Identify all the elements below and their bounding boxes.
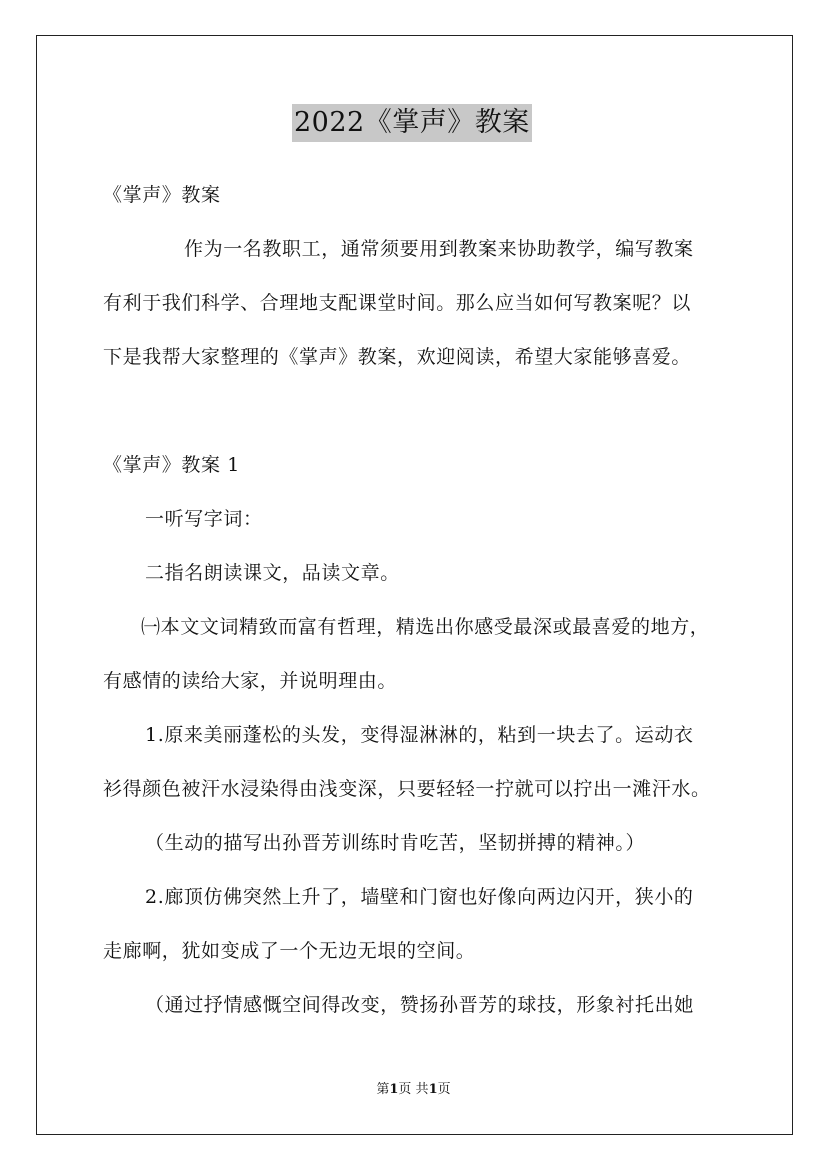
- body-line-10: （通过抒情感慨空间得改变，赞扬孙晋芳的球技，形象衬托出她: [145, 994, 694, 1016]
- document-title: 2022《掌声》教案: [292, 104, 532, 142]
- body-line-3: ㈠本文文词精致而富有哲理，精选出你感受最深或最喜爱的地方，: [141, 616, 710, 638]
- footer-page-total: 1: [428, 1082, 438, 1097]
- body-line-1: 一听写字词：: [145, 508, 263, 530]
- body-line-8: 2.廊顶仿佛突然上升了，墙壁和门窗也好像向两边闪开，狭小的: [145, 886, 694, 908]
- footer-mid: 页 共: [398, 1082, 429, 1097]
- intro-line-2: 有利于我们科学、合理地支配课堂时间。那么应当如何写教案呢？以: [103, 292, 692, 314]
- section-heading: 《掌声》教案 1: [103, 454, 240, 476]
- body-line-5: 1.原来美丽蓬松的头发，变得湿淋淋的，粘到一块去了。运动衣: [145, 724, 694, 746]
- intro-line-3: 下是我帮大家整理的《掌声》教案，欢迎阅读，希望大家能够喜爱。: [103, 346, 692, 368]
- body-line-9: 走廊啊，犹如变成了一个无边无垠的空间。: [103, 940, 476, 962]
- footer-prefix: 第: [376, 1082, 390, 1097]
- body-line-7: （生动的描写出孙晋芳训练时肯吃苦，坚韧拼搏的精神。）: [145, 832, 646, 854]
- page-footer: [0, 1082, 827, 1098]
- body-line-4: 有感情的读给大家，并说明理由。: [103, 670, 398, 692]
- footer-suffix: 页: [437, 1082, 451, 1097]
- body-line-2: 二指名朗读课文，品读文章。: [145, 562, 400, 584]
- body-line-6: 衫得颜色被汗水浸染得由浅变深，只要轻轻一拧就可以拧出一滩汗水。: [103, 778, 711, 800]
- intro-line-1: 作为一名教职工，通常须要用到教案来协助教学，编写教案: [184, 238, 694, 260]
- footer-page-current: 1: [389, 1082, 399, 1097]
- subheading: 《掌声》教案: [103, 184, 221, 206]
